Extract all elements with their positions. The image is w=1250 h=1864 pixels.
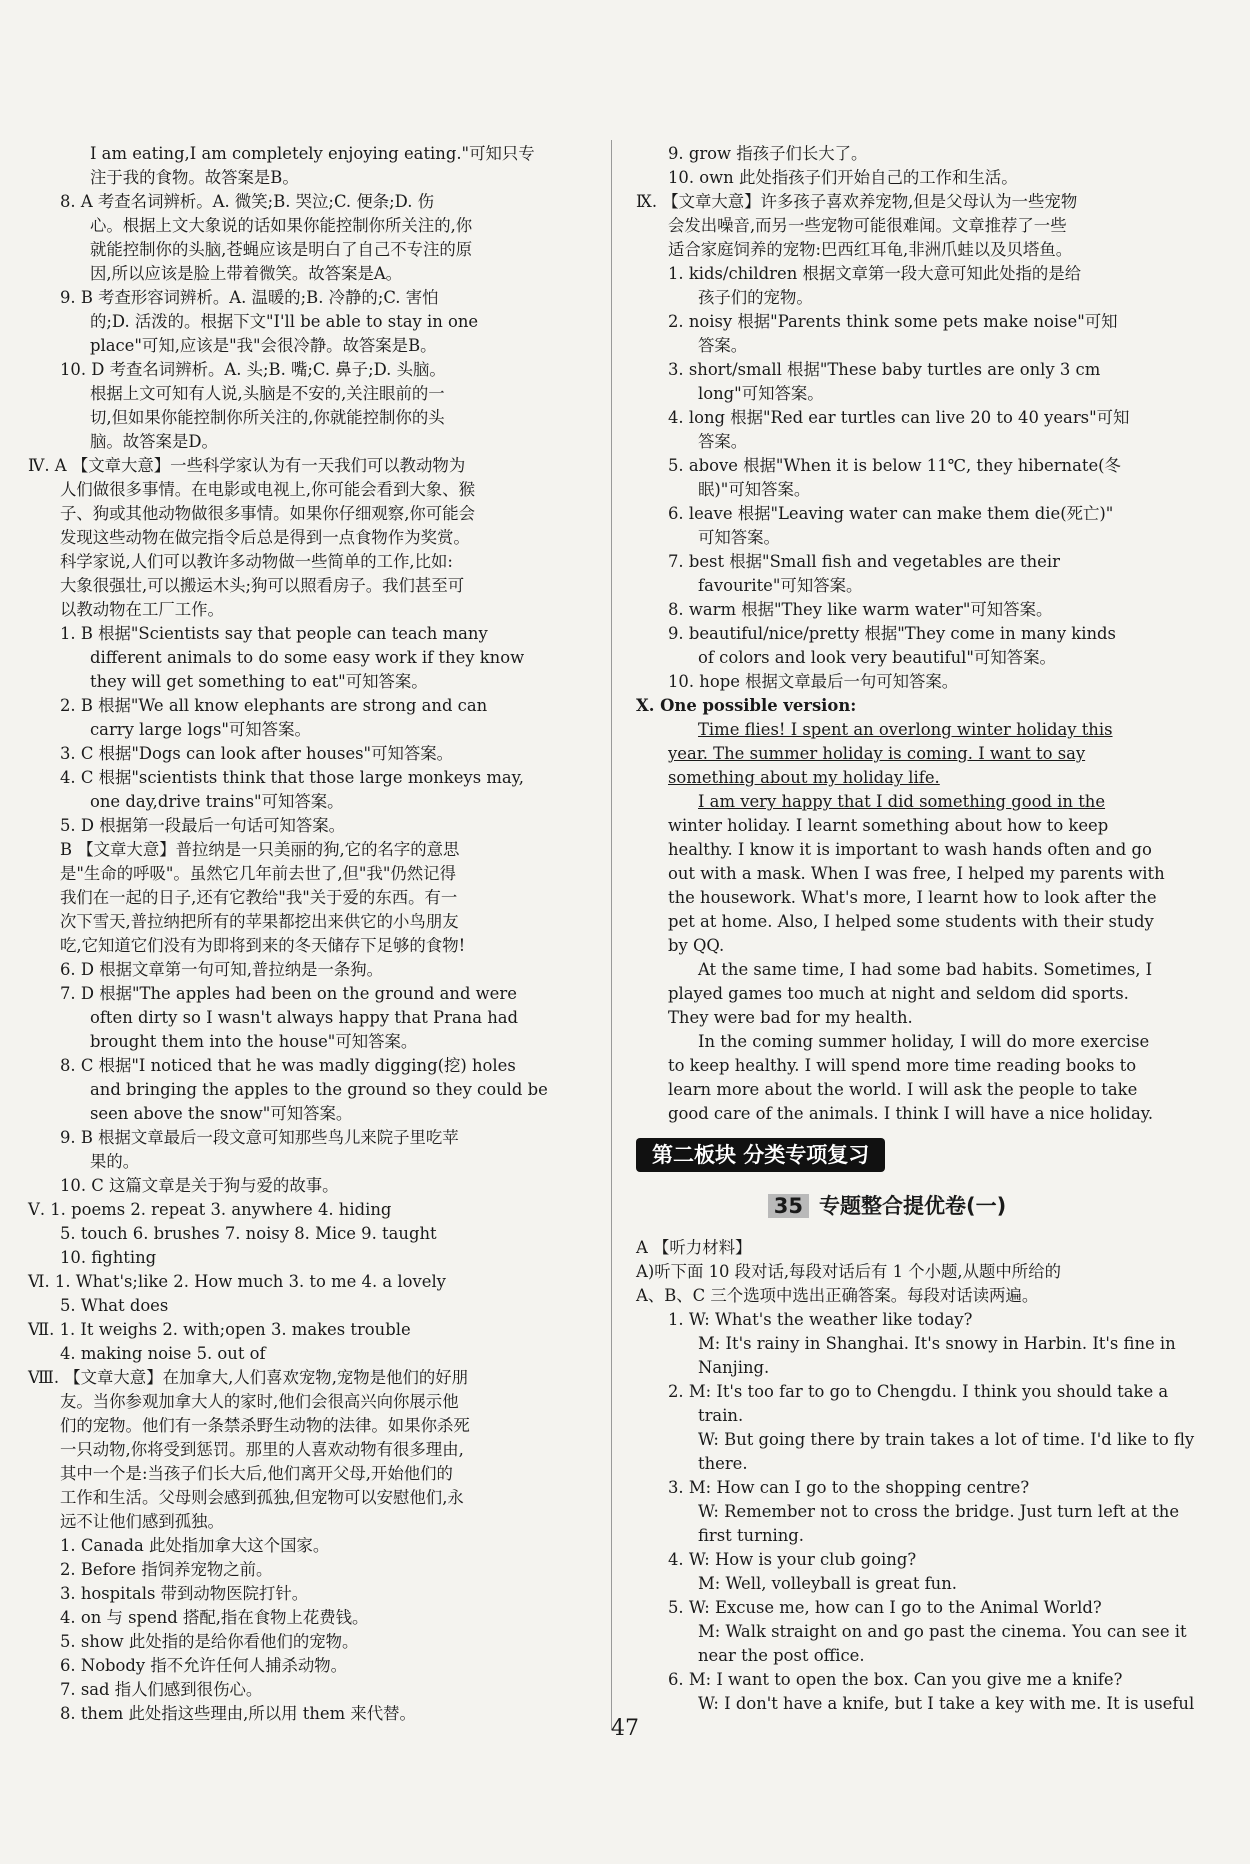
page-number: 47 (611, 1716, 639, 1741)
text-line: 1. Canada 此处指加拿大这个国家。 (60, 1536, 330, 1555)
text-line: seen above the snow"可知答案。 (90, 1104, 353, 1123)
text-line: 4. on 与 spend 搭配,指在食物上花费钱。 (60, 1608, 369, 1627)
text-line: 远不让他们感到孤独。 (60, 1512, 224, 1531)
text-line: 9. B 根据文章最后一段文意可知那些鸟儿来院子里吃苹 (60, 1128, 459, 1147)
text-line: near the post office. (698, 1646, 865, 1665)
text-line: 以教动物在工厂工作。 (60, 600, 224, 619)
text-line: 3. C 根据"Dogs can look after houses"可知答案。 (60, 744, 454, 763)
text-line: brought them into the house"可知答案。 (90, 1032, 418, 1051)
text-line: 9. B 考查形容词辨析。A. 温暖的;B. 冷静的;C. 害怕 (60, 288, 439, 307)
text-line: 我们在一起的日子,还有它教给"我"关于爱的东西。有一 (60, 888, 458, 907)
text-line: 9. beautiful/nice/pretty 根据"They come in many kinds (668, 624, 1116, 643)
text-line: Nanjing. (698, 1358, 770, 1377)
text-line: They were bad for my health. (668, 1008, 913, 1027)
text-line: often dirty so I wasn't always happy that Prana had (90, 1008, 519, 1027)
text-line: 们的宠物。他们有一条禁杀野生动物的法律。如果你杀死 (60, 1416, 470, 1435)
text-line: 友。当你参观加拿大人的家时,他们会很高兴向你展示他 (60, 1392, 459, 1411)
text-line: 10. own 此处指孩子们开始自己的工作和生活。 (668, 168, 1018, 187)
text-line: out with a mask. When I was free, I helped my parents with (668, 864, 1165, 883)
text-line: to keep healthy. I will spend more time reading books to (668, 1056, 1137, 1075)
text-line: 切,但如果你能控制你所关注的,你就能控制你的头 (90, 408, 445, 427)
text-line: healthy. I know it is important to wash hands often and go (668, 840, 1152, 859)
text-line: learn more about the world. I will ask the people to take (668, 1080, 1138, 1099)
text-line: 5. What does (60, 1296, 169, 1315)
text-line: 一只动物,你将受到惩罚。那里的人喜欢动物有很多理由, (60, 1440, 464, 1459)
listening-transcript (636, 1236, 1195, 1716)
text-line: Ⅵ. 1. What's;like 2. How much 3. to me 4. a lovely (28, 1272, 446, 1291)
text-line: 3. short/small 根据"These baby turtles are only 3 cm (668, 360, 1101, 379)
section-banner: 第二板块 分类专项复习 (636, 1138, 885, 1172)
text-line: 心。根据上文大象说的话如果你能控制你所关注的,你 (90, 216, 473, 235)
left-column (28, 142, 598, 1726)
text-line: different animals to do some easy work if they know (90, 648, 525, 667)
text-line: 10. fighting (60, 1248, 157, 1267)
text-line: 就能控制你的头脑,苍蝇应该是明白了自己不专注的原 (90, 240, 473, 259)
text-line: 可知答案。 (698, 528, 780, 547)
text-line: the housework. What's more, I learnt how to look after the (668, 888, 1157, 907)
text-line: 6. leave 根据"Leaving water can make them die(死亡)" (668, 504, 1114, 523)
text-line: A)听下面 10 段对话,每段对话后有 1 个小题,从题中所给的 (636, 1262, 1061, 1281)
text-line: 6. D 根据文章第一句可知,普拉纳是一条狗。 (60, 960, 384, 979)
text-line: first turning. (698, 1526, 805, 1545)
text-line: I am very happy that I did something good in the (698, 792, 1106, 811)
text-line: 5. touch 6. brushes 7. noisy 8. Mice 9. taught (60, 1224, 437, 1243)
text-line: 9. grow 指孩子们长大了。 (668, 144, 868, 163)
column-divider (611, 140, 612, 1730)
text-line: carry large logs"可知答案。 (90, 720, 311, 739)
text-line: Ⅴ. 1. poems 2. repeat 3. anywhere 4. hiding (28, 1200, 392, 1219)
text-line: M: Walk straight on and go past the cinema. You can see it (698, 1622, 1187, 1641)
text-line: good care of the animals. I think I will have a nice holiday. (668, 1104, 1154, 1123)
text-line: 5. D 根据第一段最后一句话可知答案。 (60, 816, 346, 835)
text-line: 子、狗或其他动物做很多事情。如果你仔细观察,你可能会 (60, 504, 475, 523)
text-line: 答案。 (698, 432, 748, 451)
text-line: 7. sad 指人们感到很伤心。 (60, 1680, 263, 1699)
text-line: 4. long 根据"Red ear turtles can live 20 to 40 years"可知 (668, 408, 1130, 427)
text-line: 3. M: How can I go to the shopping centre? (668, 1478, 1030, 1497)
text-line: W: Remember not to cross the bridge. Just turn left at the (698, 1502, 1180, 1521)
text-line: pet at home. Also, I helped some students with their study (668, 912, 1154, 931)
text-line: 根据上文可知有人说,头脑是不安的,关注眼前的一 (90, 384, 445, 403)
text-line: 8. A 考查名词辨析。A. 微笑;B. 哭泣;C. 便条;D. 伤 (60, 192, 435, 211)
text-line: place"可知,应该是"我"会很冷静。故答案是B。 (90, 336, 437, 355)
text-line: by QQ. (668, 936, 725, 955)
text-line: B 【文章大意】普拉纳是一只美丽的狗,它的名字的意思 (60, 840, 460, 859)
text-line: 10. hope 根据文章最后一句可知答案。 (668, 672, 959, 691)
text-line: Ⅶ. 1. It weighs 2. with;open 3. makes trouble (28, 1320, 411, 1339)
text-line: they will get something to eat"可知答案。 (90, 672, 428, 691)
unit-heading (636, 1194, 1138, 1218)
text-line: 因,所以应该是脸上带着微笑。故答案是A。 (90, 264, 403, 283)
text-line: 2. B 根据"We all know elephants are strong and can (60, 696, 488, 715)
text-line: there. (698, 1454, 748, 1473)
unit-title: 专题整合提优卷(一) (819, 1194, 1007, 1218)
text-line: 眠)"可知答案。 (698, 480, 811, 499)
text-line: winter holiday. I learnt something about how to keep (668, 816, 1109, 835)
text-line: 次下雪天,普拉纳把所有的苹果都挖出来供它的小鸟朋友 (60, 912, 459, 931)
text-line: 脑。故答案是D。 (90, 432, 218, 451)
text-line: M: Well, volleyball is great fun. (698, 1574, 958, 1593)
text-line: 吃,它知道它们没有为即将到来的冬天储存下足够的食物! (60, 936, 466, 955)
text-line: 4. making noise 5. out of (60, 1344, 266, 1363)
text-line: 大象很强壮,可以搬运木头;狗可以照看房子。我们甚至可 (60, 576, 465, 595)
text-line: In the coming summer holiday, I will do more exercise (698, 1032, 1150, 1051)
text-line: 2. Before 指饲养宠物之前。 (60, 1560, 273, 1579)
text-line: 5. above 根据"When it is below 11℃, they hibernate(冬 (668, 456, 1121, 475)
text-line: 工作和生活。父母则会感到孤独,但宠物可以安慰他们,永 (60, 1488, 464, 1507)
text-line: 7. best 根据"Small fish and vegetables are their (668, 552, 1060, 571)
text-line: 适合家庭饲养的宠物:巴西红耳龟,非洲爪蛙以及贝塔鱼。 (668, 240, 1073, 259)
text-line: of colors and look very beautiful"可知答案。 (698, 648, 1056, 667)
text-line: 5. show 此处指的是给你看他们的宠物。 (60, 1632, 359, 1651)
text-line: 是"生命的呼吸"。虽然它几年前去世了,但"我"仍然记得 (60, 864, 456, 883)
text-line: 会发出噪音,而另一些宠物可能很难闻。文章推荐了一些 (668, 216, 1067, 235)
text-line: 2. noisy 根据"Parents think some pets make noise"可知 (668, 312, 1118, 331)
text-line: 6. Nobody 指不允许任何人捕杀动物。 (60, 1656, 348, 1675)
text-line: 科学家说,人们可以教许多动物做一些简单的工作,比如: (60, 552, 453, 571)
text-line: something about my holiday life. (668, 768, 940, 787)
text-line: 其中一个是:当孩子们长大后,他们离开父母,开始他们的 (60, 1464, 453, 1483)
text-line: long"可知答案。 (698, 384, 824, 403)
text-line: 10. D 考查名词辨析。A. 头;B. 嘴;C. 鼻子;D. 头脑。 (60, 360, 446, 379)
text-line: 1. B 根据"Scientists say that people can teach many (60, 624, 488, 643)
text-line: 8. them 此处指这些理由,所以用 them 来代替。 (60, 1704, 416, 1723)
text-line: 孩子们的宠物。 (698, 288, 813, 307)
right-column (636, 142, 1195, 1716)
text-line: Ⅸ. 【文章大意】许多孩子喜欢养宠物,但是父母认为一些宠物 (636, 192, 1078, 211)
text-line: 5. W: Excuse me, how can I go to the Animal World? (668, 1598, 1102, 1617)
text-line: M: It's rainy in Shanghai. It's snowy in Harbin. It's fine in (698, 1334, 1176, 1353)
text-line: 1. W: What's the weather like today? (668, 1310, 973, 1329)
text-line: train. (698, 1406, 744, 1425)
text-line: 3. hospitals 带到动物医院打针。 (60, 1584, 309, 1603)
text-line: 2. M: It's too far to go to Chengdu. I think you should take a (668, 1382, 1169, 1401)
text-line: 8. C 根据"I noticed that he was madly digging(挖) holes (60, 1056, 516, 1075)
text-line: 注于我的食物。故答案是B。 (90, 168, 299, 187)
text-line: At the same time, I had some bad habits. Sometimes, I (698, 960, 1153, 979)
text-line: I am eating,I am completely enjoying eating."可知只专 (90, 144, 535, 163)
text-line: 1. kids/children 根据文章第一段大意可知此处指的是给 (668, 264, 1082, 283)
text-line: 人们做很多事情。在电影或电视上,你可能会看到大象、猴 (60, 480, 475, 499)
text-line: 4. C 根据"scientists think that those large monkeys may, (60, 768, 524, 787)
unit-number: 35 (768, 1194, 809, 1218)
text-line: and bringing the apples to the ground so they could be (90, 1080, 548, 1099)
text-line: one day,drive trains"可知答案。 (90, 792, 344, 811)
text-line: 8. warm 根据"They like warm water"可知答案。 (668, 600, 1053, 619)
text-line: 7. D 根据"The apples had been on the ground and were (60, 984, 517, 1003)
text-line: W: I don't have a knife, but I take a key with me. It is useful (698, 1694, 1195, 1713)
text-line: 果的。 (90, 1152, 140, 1171)
text-line: 的;D. 活泼的。根据下文"I'll be able to stay in one (90, 312, 479, 331)
text-line: played games too much at night and seldom did sports. (668, 984, 1129, 1003)
text-line: favourite"可知答案。 (698, 576, 863, 595)
text-line: A 【听力材料】 (636, 1238, 752, 1257)
text-line: Ⅷ. 【文章大意】在加拿大,人们喜欢宠物,宠物是他们的好朋 (28, 1368, 469, 1387)
text-line: Time flies! I spent an overlong winter holiday this (698, 720, 1113, 739)
text-line: A、B、C 三个选项中选出正确答案。每段对话读两遍。 (636, 1286, 1039, 1305)
text-line: 4. W: How is your club going? (668, 1550, 917, 1569)
text-line: 6. M: I want to open the box. Can you give me a knife? (668, 1670, 1123, 1689)
text-line: W: But going there by train takes a lot of time. I'd like to fly (698, 1430, 1195, 1449)
text-line: 10. C 这篇文章是关于狗与爱的故事。 (60, 1176, 339, 1195)
text-line: 发现这些动物在做完指令后总是得到一点食物作为奖赏。 (60, 528, 470, 547)
text-line: year. The summer holiday is coming. I want to say (668, 744, 1086, 763)
answer-block-ix-x (636, 142, 1165, 1126)
text-line: 答案。 (698, 336, 748, 355)
text-line: Ⅳ. A 【文章大意】一些科学家认为有一天我们可以教动物为 (28, 456, 466, 475)
text-line: Ⅹ. One possible version: (636, 696, 857, 715)
